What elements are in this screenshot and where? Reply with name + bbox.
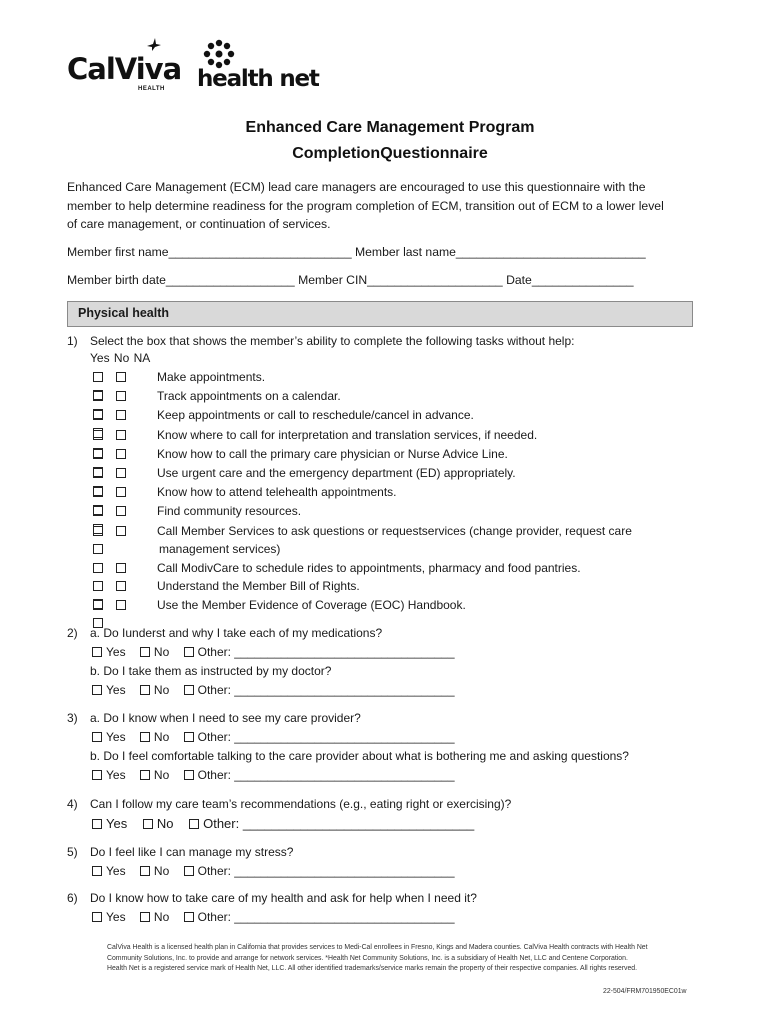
no-checkbox[interactable] (116, 391, 126, 401)
no-label: No (153, 910, 170, 924)
no-label: No (153, 683, 170, 697)
page-title: Enhanced Care Management Program (245, 119, 535, 136)
section-header-label: Physical health (78, 306, 170, 320)
form-code: 22-504/FRM701950EC01w (603, 988, 687, 995)
yes-checkbox[interactable] (93, 449, 103, 459)
yes-checkbox[interactable] (92, 819, 102, 829)
question-number: 3) (67, 711, 78, 725)
other-field[interactable]: Other: _________________________________ (197, 645, 455, 659)
question-number: 5) (67, 845, 78, 859)
yes-checkbox[interactable] (92, 685, 102, 695)
no-label: No (156, 816, 174, 831)
other-field[interactable]: Other: ________________________________ (203, 816, 475, 831)
yes-checkbox[interactable] (93, 581, 103, 591)
answer-options (92, 909, 455, 926)
other-checkbox[interactable] (184, 770, 194, 780)
member-name-fields[interactable]: Member first name___________________________ Member last name____________________________ (67, 245, 646, 259)
question-5-text: Do I feel like I can manage my stress? (90, 845, 294, 859)
yes-checkbox[interactable] (93, 391, 103, 401)
other-checkbox[interactable] (184, 912, 194, 922)
other-checkbox[interactable] (184, 732, 194, 742)
other-checkbox[interactable] (184, 866, 194, 876)
yes-label: Yes (106, 730, 126, 744)
no-checkbox[interactable] (140, 770, 150, 780)
answer-options (92, 815, 474, 832)
calviva-logo-subtext: HEALTH (138, 86, 165, 92)
intro-line: of care management, or continuation of services. (67, 217, 331, 232)
question-4-text: Can I follow my care team’s recommendations (e.g., eating right or exercising)? (90, 797, 512, 811)
no-checkbox[interactable] (116, 487, 126, 497)
yes-checkbox[interactable] (93, 410, 103, 420)
health-net-logo: health net (197, 66, 319, 92)
other-checkbox[interactable] (189, 819, 199, 829)
yes-checkbox[interactable] (93, 468, 103, 478)
member-id-fields[interactable]: Member birth date___________________ Member CIN____________________ Date_______________ (67, 273, 634, 287)
question-number: 4) (67, 797, 78, 811)
no-checkbox[interactable] (116, 468, 126, 478)
no-checkbox[interactable] (116, 449, 126, 459)
yes-label: Yes (106, 645, 126, 659)
yes-label: Yes (106, 816, 128, 831)
yes-checkbox[interactable] (93, 563, 103, 573)
intro-paragraph (67, 178, 707, 234)
no-checkbox[interactable] (116, 563, 126, 573)
no-checkbox[interactable] (116, 600, 126, 610)
answer-options (92, 863, 455, 880)
question-number: 1) (67, 334, 78, 348)
no-checkbox[interactable] (116, 526, 126, 536)
other-checkbox[interactable] (184, 647, 194, 657)
yes-label: Yes (106, 864, 126, 878)
answer-options (92, 682, 455, 699)
answer-options (92, 729, 455, 746)
no-checkbox[interactable] (140, 912, 150, 922)
task-label: Know how to attend telehealth appointments. (157, 485, 397, 499)
task-label: Keep appointments or call to reschedule/cancel in advance. (157, 408, 474, 422)
task-label: Know how to call the primary care physician or Nurse Advice Line. (157, 447, 508, 461)
task-label: Make appointments. (157, 370, 266, 384)
yes-label: Yes (106, 910, 126, 924)
no-checkbox[interactable] (140, 685, 150, 695)
answer-options (92, 767, 455, 784)
na-checkbox[interactable] (93, 544, 103, 554)
yes-checkbox[interactable] (92, 647, 102, 657)
no-checkbox[interactable] (116, 506, 126, 516)
bird-icon (146, 38, 162, 52)
no-label: No (153, 645, 170, 659)
task-label: Call Member Services to ask questions or requestservices (change provider, request care (157, 524, 632, 538)
question-number: 6) (67, 891, 78, 905)
footer-line: CalViva Health is a licensed health plan in California that provides services to Medi-Cal enrollees in Fresno, Kings and Madera counties. CalViva Health contracts with Health Net (107, 944, 648, 951)
yes-checkbox[interactable] (93, 526, 103, 536)
other-checkbox[interactable] (184, 685, 194, 695)
no-checkbox[interactable] (116, 410, 126, 420)
no-label: No (153, 730, 170, 744)
question-1-column-headers: Yes No NA (90, 351, 151, 365)
yes-checkbox[interactable] (93, 506, 103, 516)
no-checkbox[interactable] (140, 732, 150, 742)
yes-checkbox[interactable] (92, 770, 102, 780)
question-1-text: Select the box that shows the member’s ability to complete the following tasks without help: (90, 334, 575, 348)
task-label-continuation: management services) (159, 542, 281, 556)
calviva-logo: CalViva (67, 52, 182, 86)
no-checkbox[interactable] (140, 866, 150, 876)
yes-label: Yes (106, 683, 126, 697)
footer-disclaimer (107, 943, 648, 975)
yes-checkbox[interactable] (92, 732, 102, 742)
no-checkbox[interactable] (140, 647, 150, 657)
yes-checkbox[interactable] (93, 430, 103, 440)
yes-label: Yes (106, 768, 126, 782)
task-label: Know where to call for interpretation and translation services, if needed. (157, 428, 538, 442)
yes-checkbox[interactable] (93, 372, 103, 382)
intro-line: member to help determine readiness for the program completion of ECM, transition out of ECM to a lower level (67, 198, 664, 213)
section-header-physical-health (67, 301, 693, 327)
task-label: Find community resources. (157, 504, 302, 518)
answer-options (92, 644, 455, 661)
no-checkbox[interactable] (116, 430, 126, 440)
question-number: 2) (67, 626, 78, 640)
no-label: No (153, 864, 170, 878)
other-field[interactable]: Other: _________________________________ (197, 910, 455, 924)
task-label: Understand the Member Bill of Rights. (157, 579, 360, 593)
footer-line: Health Net is a registered service mark of Health Net, LLC. All other identified trademarks/service marks remain the property of their respective companies. All rights reserved. (107, 965, 638, 972)
no-checkbox[interactable] (116, 581, 126, 591)
footer-line: Community Solutions, Inc. to provide and arrange for network services. *Health Net Community Solutions, Inc. is a subsidiary of Health Net, LLC and Centene Corporation. (107, 954, 628, 962)
yes-checkbox[interactable] (92, 866, 102, 876)
question-3b-text: b. Do I feel comfortable talking to the care provider about what is bothering me and asking questions? (90, 749, 629, 763)
yes-checkbox[interactable] (93, 487, 103, 497)
question-6-text: Do I know how to take care of my health and ask for help when I need it? (90, 891, 477, 905)
task-label: Use urgent care and the emergency department (ED) appropriately. (157, 466, 516, 480)
question-3a-text: a. Do I know when I need to see my care provider? (90, 711, 361, 725)
page-subtitle: CompletionQuestionnaire (292, 145, 488, 162)
task-label: Use the Member Evidence of Coverage (EOC) Handbook. (157, 598, 466, 612)
no-checkbox[interactable] (143, 819, 153, 829)
other-field[interactable]: Other: _________________________________ (197, 683, 455, 697)
no-label: No (153, 768, 170, 782)
intro-line: Enhanced Care Management (ECM) lead care managers are encouraged to use this questionnaire with the (67, 180, 646, 194)
other-field[interactable]: Other: _________________________________ (197, 864, 455, 878)
question-2a-text: a. Do Iunderst and why I take each of my medications? (90, 626, 383, 640)
yes-checkbox[interactable] (93, 600, 103, 610)
other-field[interactable]: Other: _________________________________ (197, 768, 455, 782)
task-label: Track appointments on a calendar. (157, 389, 341, 403)
yes-checkbox[interactable] (92, 912, 102, 922)
question-2b-text: b. Do I take them as instructed by my doctor? (90, 664, 332, 678)
task-label: Call ModivCare to schedule rides to appointments, pharmacy and food pantries. (157, 561, 581, 575)
no-checkbox[interactable] (116, 372, 126, 382)
other-field[interactable]: Other: _________________________________ (197, 730, 455, 744)
health-net-emblem-icon (203, 39, 235, 69)
